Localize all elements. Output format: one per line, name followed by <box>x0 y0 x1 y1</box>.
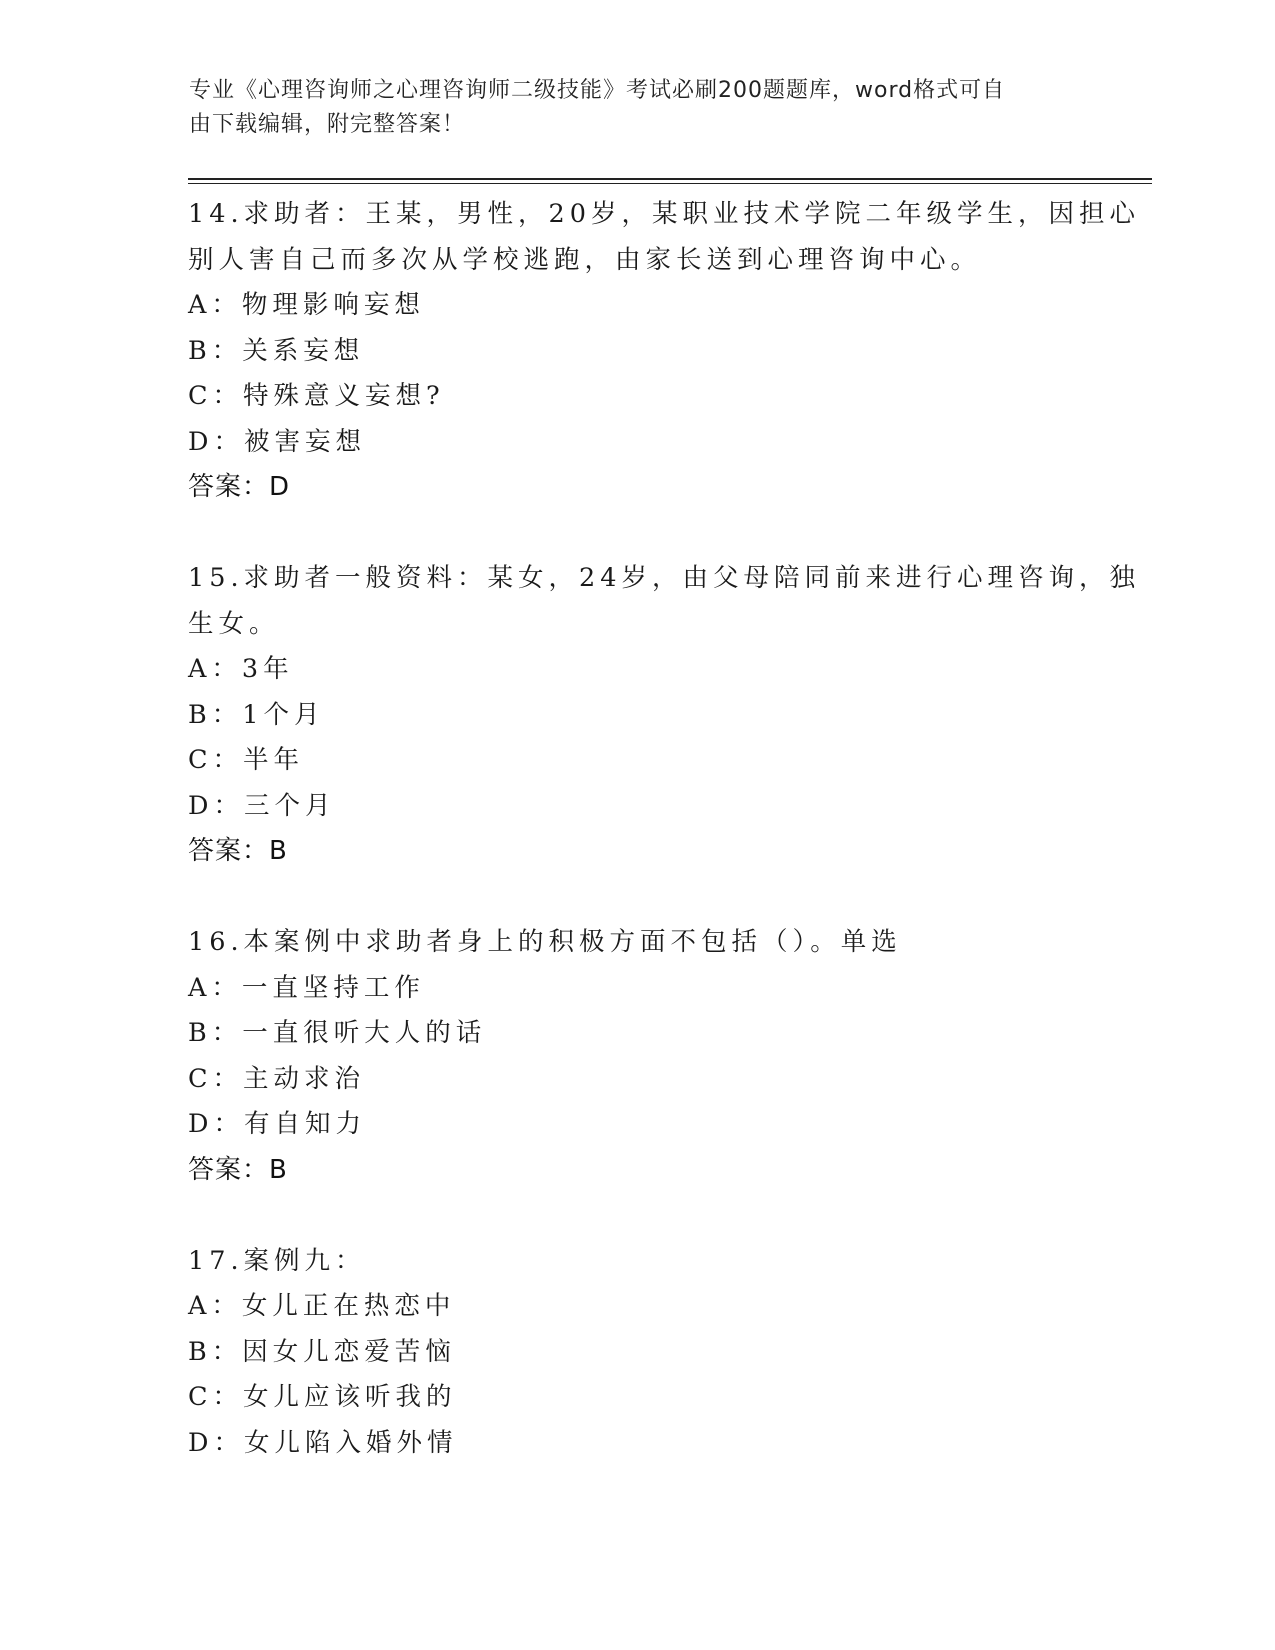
option-a: A：3年 <box>188 654 294 684</box>
question-text: 14.求助者：王某，男性，20岁，某职业技术学院二年级学生，因担心 <box>188 199 1141 229</box>
option-d: D：女儿陷入婚外情 <box>188 1427 458 1458</box>
document-header <box>189 74 1089 142</box>
question-text: 17.案例九： <box>188 1245 366 1276</box>
option-a: A：物理影响妄想 <box>188 290 425 320</box>
question-15 <box>188 556 1141 875</box>
spacer <box>188 511 1088 557</box>
option-a: A：女儿正在热恋中 <box>188 1291 456 1321</box>
option-d: D：有自知力 <box>188 1109 366 1139</box>
question-17 <box>188 1239 1088 1467</box>
answer: 答案：B <box>188 836 288 866</box>
question-list <box>188 192 1141 1466</box>
answer: 答案：B <box>188 1154 288 1185</box>
question-text: 15.求助者一般资料：某女，24岁，由父母陪同前来进行心理咨询，独 <box>188 563 1141 593</box>
spacer <box>188 875 1088 921</box>
header-line-2: 由下载编辑，附完整答案！ <box>189 112 466 137</box>
option-b: B：关系妄想 <box>188 335 365 366</box>
header-line-1: 专业《心理咨询师之心理咨询师二级技能》考试必刷200题题库，word格式可自 <box>189 78 1006 103</box>
question-text: 生女。 <box>188 608 280 639</box>
option-c: C：主动求治 <box>188 1063 366 1094</box>
option-b: B：一直很听大人的话 <box>188 1018 487 1048</box>
option-d: D：被害妄想 <box>188 426 366 457</box>
question-16 <box>188 920 1088 1193</box>
question-text: 别人害自己而多次从学校逃跑，由家长送到心理咨询中心。 <box>188 244 982 275</box>
option-c: C：半年 <box>188 745 305 775</box>
option-c: C：特殊意义妄想? <box>188 381 445 411</box>
header-divider-thick <box>188 178 1152 180</box>
question-14 <box>188 192 1141 511</box>
spacer <box>188 1193 1088 1239</box>
option-b: B：因女儿恋爱苦恼 <box>188 1336 456 1367</box>
header-divider-thin <box>188 183 1152 184</box>
answer: 答案：D <box>188 472 291 502</box>
option-d: D：三个月 <box>188 790 336 821</box>
option-b: B：1个月 <box>188 699 325 730</box>
question-text: 16.本案例中求助者身上的积极方面不包括（）。单选 <box>188 927 902 957</box>
option-c: C：女儿应该听我的 <box>188 1382 457 1412</box>
option-a: A：一直坚持工作 <box>188 972 425 1003</box>
